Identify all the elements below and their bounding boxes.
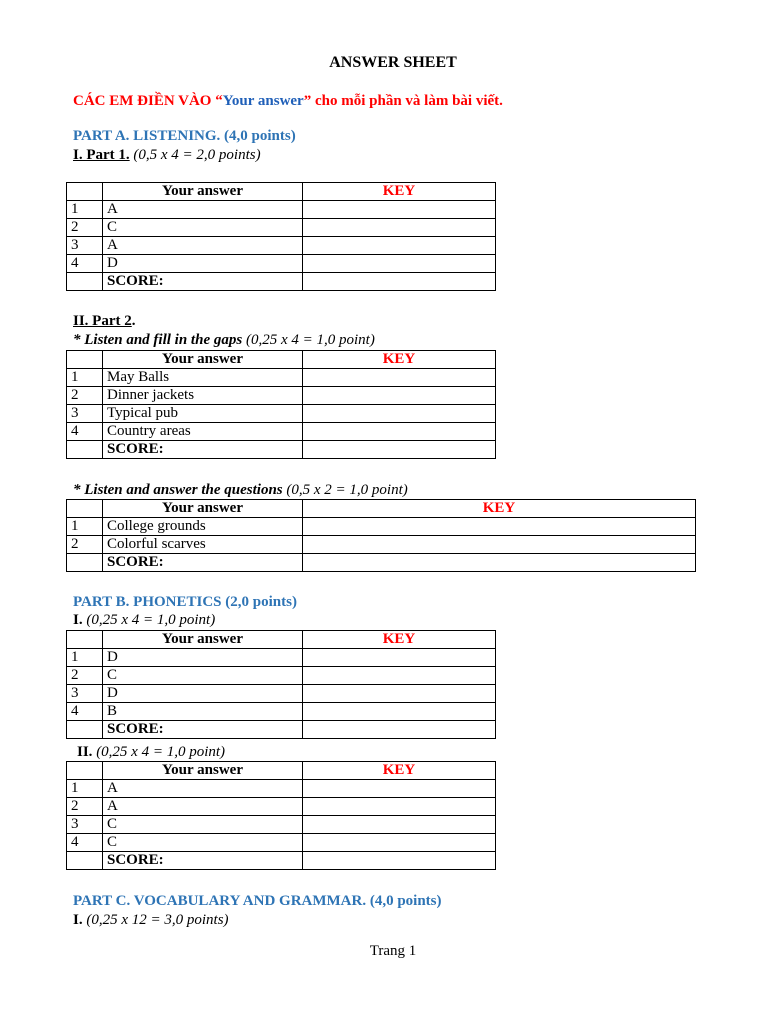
row-number: 4 xyxy=(67,423,103,441)
score-row xyxy=(67,554,696,572)
page-title: ANSWER SHEET xyxy=(329,54,457,71)
row-number: 2 xyxy=(67,387,103,405)
part-b-sec2-label xyxy=(77,743,225,762)
header-key: KEY xyxy=(303,500,696,518)
answer-cell[interactable]: A xyxy=(103,237,303,255)
score-cell[interactable] xyxy=(303,554,696,572)
table-row xyxy=(67,649,496,667)
table-row xyxy=(67,816,496,834)
answer-cell[interactable]: Dinner jackets xyxy=(103,387,303,405)
row-number: 1 xyxy=(67,649,103,667)
row-number: 3 xyxy=(67,816,103,834)
row-number: 3 xyxy=(67,405,103,423)
answer-cell[interactable]: A xyxy=(103,201,303,219)
score-cell[interactable] xyxy=(303,441,496,459)
part-a-part2-label xyxy=(73,312,136,331)
answer-cell[interactable]: College grounds xyxy=(103,518,303,536)
table-row xyxy=(67,798,496,816)
key-cell[interactable] xyxy=(303,369,496,387)
part2-title: II. Part 2 xyxy=(73,313,132,329)
fill-gaps-title: * Listen and fill in the gaps xyxy=(73,332,243,348)
table-row xyxy=(67,703,496,721)
row-number: 2 xyxy=(67,798,103,816)
part-b-sec1-table xyxy=(66,630,496,739)
row-number: 4 xyxy=(67,255,103,273)
instruction-text xyxy=(73,92,503,111)
score-empty xyxy=(67,441,103,459)
score-cell[interactable] xyxy=(303,273,496,291)
table-row xyxy=(67,405,496,423)
score-cell[interactable] xyxy=(303,852,496,870)
header-num xyxy=(67,183,103,201)
part2-title-end: . xyxy=(131,313,136,329)
key-cell[interactable] xyxy=(303,405,496,423)
header-key: KEY xyxy=(303,351,496,369)
part-c-heading: PART C. VOCABULARY AND GRAMMAR. (4,0 points) xyxy=(73,893,442,909)
part-c-sec1-title: I. xyxy=(73,912,83,928)
score-row xyxy=(67,721,496,739)
key-cell[interactable] xyxy=(303,816,496,834)
table-row xyxy=(67,237,496,255)
row-number: 4 xyxy=(67,703,103,721)
instruction-highlight: Your answer xyxy=(222,93,304,109)
part-b-sec1-label xyxy=(73,611,215,630)
answer-cell[interactable]: C xyxy=(103,816,303,834)
part-c-sec1-label xyxy=(73,911,229,930)
score-empty xyxy=(67,554,103,572)
row-number: 4 xyxy=(67,834,103,852)
instruction-suffix: ” cho mỗi phần và làm bài viết. xyxy=(303,93,503,109)
score-label: SCORE: xyxy=(103,721,303,739)
table-row xyxy=(67,255,496,273)
table-row xyxy=(67,536,696,554)
table-header-row xyxy=(67,500,696,518)
answer-cell[interactable]: Typical pub xyxy=(103,405,303,423)
key-cell[interactable] xyxy=(303,649,496,667)
header-num xyxy=(67,762,103,780)
key-cell[interactable] xyxy=(303,201,496,219)
key-cell[interactable] xyxy=(303,255,496,273)
table-row xyxy=(67,201,496,219)
score-empty xyxy=(67,852,103,870)
answer-cell[interactable]: Country areas xyxy=(103,423,303,441)
table-row xyxy=(67,667,496,685)
row-number: 1 xyxy=(67,201,103,219)
part2-questions-label xyxy=(73,481,408,500)
page-footer: Trang 1 xyxy=(369,943,417,959)
key-cell[interactable] xyxy=(303,536,696,554)
key-cell[interactable] xyxy=(303,387,496,405)
table-header-row xyxy=(67,183,496,201)
header-num xyxy=(67,351,103,369)
score-empty xyxy=(67,721,103,739)
header-your-answer: Your answer xyxy=(103,183,303,201)
score-row xyxy=(67,852,496,870)
header-your-answer: Your answer xyxy=(103,631,303,649)
questions-title: * Listen and answer the questions xyxy=(73,482,283,498)
answer-cell[interactable]: Colorful scarves xyxy=(103,536,303,554)
part-a-part2-questions-table xyxy=(66,499,696,572)
part-a-part1-table xyxy=(66,182,496,291)
key-cell[interactable] xyxy=(303,423,496,441)
header-your-answer: Your answer xyxy=(103,351,303,369)
part1-points: (0,5 x 4 = 2,0 points) xyxy=(129,147,261,163)
header-num xyxy=(67,631,103,649)
key-cell[interactable] xyxy=(303,703,496,721)
part-c-sec1-points: (0,25 x 12 = 3,0 points) xyxy=(82,912,229,928)
key-cell[interactable] xyxy=(303,798,496,816)
score-row xyxy=(67,441,496,459)
part-b-sec1-points: (0,25 x 4 = 1,0 point) xyxy=(82,612,216,628)
part-b-heading: PART B. PHONETICS (2,0 points) xyxy=(73,594,297,610)
fill-gaps-points: (0,25 x 4 = 1,0 point) xyxy=(242,332,375,348)
part-b-sec2-table xyxy=(66,761,496,870)
table-row xyxy=(67,685,496,703)
key-cell[interactable] xyxy=(303,780,496,798)
key-cell[interactable] xyxy=(303,518,696,536)
part-b-sec1-title: I. xyxy=(73,612,83,628)
key-cell[interactable] xyxy=(303,834,496,852)
table-row xyxy=(67,780,496,798)
instruction-prefix: CÁC EM ĐIỀN VÀO “ xyxy=(73,93,223,109)
part2-fill-label xyxy=(73,331,375,350)
table-row xyxy=(67,423,496,441)
answer-cell[interactable]: D xyxy=(103,255,303,273)
table-row xyxy=(67,369,496,387)
part-a-part2-fill-table xyxy=(66,350,496,459)
score-label: SCORE: xyxy=(103,441,303,459)
row-number: 1 xyxy=(67,518,103,536)
header-your-answer: Your answer xyxy=(103,500,303,518)
part-a-part1-label xyxy=(73,146,261,165)
key-cell[interactable] xyxy=(303,237,496,255)
answer-cell[interactable]: C xyxy=(103,834,303,852)
answer-cell[interactable]: D xyxy=(103,649,303,667)
row-number: 1 xyxy=(67,369,103,387)
answer-cell[interactable]: C xyxy=(103,219,303,237)
score-label: SCORE: xyxy=(103,852,303,870)
score-row xyxy=(67,273,496,291)
answer-cell[interactable]: D xyxy=(103,685,303,703)
score-label: SCORE: xyxy=(103,554,303,572)
row-number: 3 xyxy=(67,685,103,703)
header-num xyxy=(67,500,103,518)
header-key: KEY xyxy=(303,183,496,201)
table-row xyxy=(67,387,496,405)
row-number: 2 xyxy=(67,667,103,685)
table-header-row xyxy=(67,351,496,369)
score-label: SCORE: xyxy=(103,273,303,291)
table-row xyxy=(67,518,696,536)
score-cell[interactable] xyxy=(303,721,496,739)
part-b-sec2-title: II. xyxy=(77,744,93,760)
header-your-answer: Your answer xyxy=(103,762,303,780)
row-number: 2 xyxy=(67,536,103,554)
questions-points: (0,5 x 2 = 1,0 point) xyxy=(282,482,408,498)
part1-title: I. Part 1. xyxy=(73,147,130,163)
answer-cell[interactable]: A xyxy=(103,780,303,798)
header-key: KEY xyxy=(303,762,496,780)
answer-cell[interactable]: A xyxy=(103,798,303,816)
table-row xyxy=(67,219,496,237)
part-b-sec2-points: (0,25 x 4 = 1,0 point) xyxy=(92,744,226,760)
header-key: KEY xyxy=(303,631,496,649)
row-number: 3 xyxy=(67,237,103,255)
part-a-heading: PART A. LISTENING. (4,0 points) xyxy=(73,128,296,144)
score-empty xyxy=(67,273,103,291)
key-cell[interactable] xyxy=(303,219,496,237)
table-row xyxy=(67,834,496,852)
answer-cell[interactable]: May Balls xyxy=(103,369,303,387)
key-cell[interactable] xyxy=(303,667,496,685)
answer-cell[interactable]: C xyxy=(103,667,303,685)
answer-cell[interactable]: B xyxy=(103,703,303,721)
table-header-row xyxy=(67,762,496,780)
key-cell[interactable] xyxy=(303,685,496,703)
row-number: 2 xyxy=(67,219,103,237)
table-header-row xyxy=(67,631,496,649)
row-number: 1 xyxy=(67,780,103,798)
